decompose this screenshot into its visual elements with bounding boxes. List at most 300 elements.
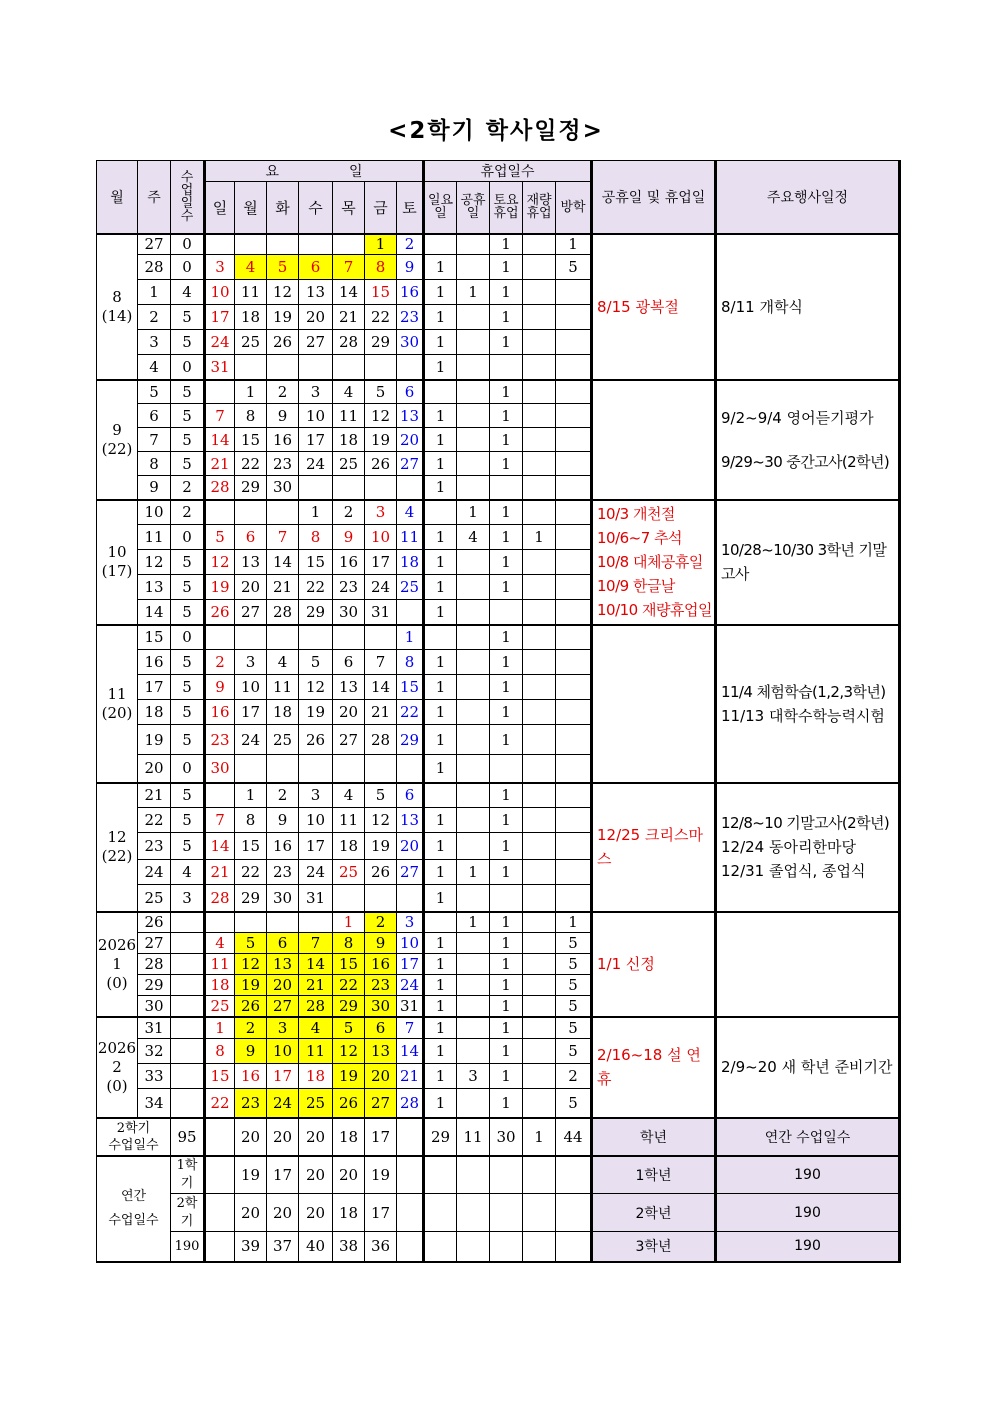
week-number: 30	[138, 996, 171, 1017]
school-days: 5	[171, 833, 205, 860]
day-cell: 9	[205, 675, 235, 700]
holiday-count: 1	[490, 725, 523, 755]
holidays-cell	[592, 500, 716, 625]
day-cell: 5	[267, 255, 299, 280]
day-cell: 27	[299, 330, 333, 355]
school-days	[171, 1039, 205, 1064]
day-cell: 12	[235, 954, 267, 975]
day-cell: 1	[205, 1017, 235, 1039]
holiday-count: 1	[424, 428, 457, 452]
day-cell: 7	[397, 1017, 424, 1039]
event-item: 9/29~30 중간고사(2학년)	[721, 452, 890, 471]
day-cell: 26	[333, 1089, 365, 1118]
holiday-count	[457, 996, 490, 1017]
school-days	[171, 975, 205, 996]
day-cell: 22	[235, 452, 267, 476]
holiday-count	[457, 675, 490, 700]
day-cell: 28	[333, 330, 365, 355]
month-cell	[97, 625, 138, 783]
holiday-count	[556, 500, 592, 525]
event-item: 8/11 개학식	[721, 297, 803, 316]
day-cell: 9	[267, 404, 299, 428]
holiday-count	[523, 783, 556, 808]
month-count: (17)	[101, 562, 133, 580]
day-cell: 29	[235, 885, 267, 912]
annual-day-total	[397, 1194, 424, 1232]
day-cell: 31	[365, 600, 397, 625]
holiday-count	[457, 575, 490, 600]
day-cell: 28	[397, 1089, 424, 1118]
holiday-item: 10/6~7 추석	[597, 529, 683, 547]
holiday-count	[457, 625, 490, 650]
holiday-count: 1	[424, 452, 457, 476]
school-days: 5	[171, 305, 205, 330]
week-number: 27	[138, 234, 171, 255]
day-cell	[267, 234, 299, 255]
month-count: (0)	[106, 1076, 128, 1095]
school-days: 0	[171, 234, 205, 255]
day-cell: 23	[235, 1089, 267, 1118]
day-cell: 23	[365, 975, 397, 996]
month-header: 월	[97, 161, 138, 234]
day-cell: 15	[365, 280, 397, 305]
holiday-count: 1	[490, 428, 523, 452]
holiday-count	[457, 808, 490, 833]
day-cell: 6	[267, 933, 299, 954]
holiday-count: 5	[556, 933, 592, 954]
day-cell: 7	[333, 255, 365, 280]
sem2-holiday-total: 29	[424, 1118, 457, 1156]
holiday-count	[556, 476, 592, 500]
day-cell	[299, 912, 333, 933]
month-year: 2026	[97, 935, 137, 954]
holiday-count: 1	[490, 675, 523, 700]
day-cell: 14	[205, 428, 235, 452]
day-cell: 6	[333, 650, 365, 675]
sem2-day-total: 20	[267, 1118, 299, 1156]
day-cell: 5	[365, 783, 397, 808]
holiday-count	[457, 725, 490, 755]
day-cell: 23	[397, 305, 424, 330]
day-cell: 8	[235, 404, 267, 428]
holiday-count	[424, 912, 457, 933]
day-cell	[205, 500, 235, 525]
week-number: 22	[138, 808, 171, 833]
day-cell: 12	[365, 404, 397, 428]
day-cell: 24	[205, 330, 235, 355]
day-cell: 24	[365, 575, 397, 600]
day-cell	[365, 625, 397, 650]
week-number: 16	[138, 650, 171, 675]
school-days: 5	[171, 650, 205, 675]
day-cell	[299, 476, 333, 500]
day-cell: 19	[235, 975, 267, 996]
annual-day-total	[205, 1156, 235, 1194]
day-cell: 15	[397, 675, 424, 700]
day-cell	[235, 500, 267, 525]
events-cell	[716, 912, 900, 1017]
annual-day-total: 20	[299, 1156, 333, 1194]
day-cell	[397, 885, 424, 912]
holidays-cell	[592, 783, 716, 912]
holiday-count	[523, 933, 556, 954]
day-cell: 26	[299, 725, 333, 755]
holiday-count	[523, 650, 556, 675]
holidays-cell	[592, 1017, 716, 1118]
day-cell: 21	[205, 860, 235, 885]
school-days: 5	[171, 380, 205, 404]
month-count: (22)	[101, 439, 133, 458]
week-number: 28	[138, 255, 171, 280]
annual-day-total: 17	[365, 1194, 397, 1232]
annual-blank	[490, 1232, 523, 1262]
day-cell: 17	[267, 1064, 299, 1089]
holiday-count: 1	[490, 650, 523, 675]
weekday-header-2: 화	[267, 182, 299, 234]
holiday-count: 1	[490, 1089, 523, 1118]
week-number: 21	[138, 783, 171, 808]
week-number: 10	[138, 500, 171, 525]
holiday-count: 1	[490, 550, 523, 575]
day-cell: 6	[397, 380, 424, 404]
day-cell: 29	[397, 725, 424, 755]
day-cell: 27	[397, 860, 424, 885]
holiday-count	[523, 234, 556, 255]
holiday-count: 1	[457, 280, 490, 305]
holiday-count	[523, 1039, 556, 1064]
events-cell	[716, 380, 900, 500]
day-cell: 31	[397, 996, 424, 1017]
day-cell: 9	[333, 525, 365, 550]
holidays-header: 공휴일 및 휴업일	[592, 161, 716, 234]
day-cell: 20	[365, 1064, 397, 1089]
school-days	[171, 1017, 205, 1039]
week-number: 2	[138, 305, 171, 330]
school-days	[171, 912, 205, 933]
month-label: 9	[112, 420, 122, 439]
day-cell: 22	[333, 975, 365, 996]
school-days: 5	[171, 783, 205, 808]
day-cell: 12	[333, 1039, 365, 1064]
holiday-count: 1	[424, 1039, 457, 1064]
holiday-count: 1	[490, 783, 523, 808]
holiday-count: 1	[490, 234, 523, 255]
day-cell: 16	[333, 550, 365, 575]
sem2-holiday-total: 11	[457, 1118, 490, 1156]
sem2-total: 95	[171, 1118, 205, 1156]
day-cell: 25	[299, 1089, 333, 1118]
weekday-header-0: 일	[205, 182, 235, 234]
day-cell: 11	[235, 280, 267, 305]
day-cell: 4	[333, 380, 365, 404]
day-cell: 6	[397, 783, 424, 808]
annual-day-total: 36	[365, 1232, 397, 1262]
holiday-count	[556, 428, 592, 452]
annual-day-total	[205, 1194, 235, 1232]
holiday-count	[424, 783, 457, 808]
holiday-count	[457, 700, 490, 725]
month-cell	[97, 500, 138, 625]
holiday-count: 1	[490, 255, 523, 280]
month-cell	[97, 783, 138, 912]
day-cell: 16	[365, 954, 397, 975]
day-cell: 2	[205, 650, 235, 675]
week-number: 34	[138, 1089, 171, 1118]
holiday-count: 1	[424, 954, 457, 975]
holidays-cell	[592, 380, 716, 500]
day-cell: 10	[267, 1039, 299, 1064]
holiday-count	[556, 280, 592, 305]
holiday-count	[556, 808, 592, 833]
weekday-header-5: 금	[365, 182, 397, 234]
day-cell: 30	[397, 330, 424, 355]
day-cell: 4	[205, 933, 235, 954]
week-number: 23	[138, 833, 171, 860]
page-title: <2학기 학사일정>	[388, 118, 604, 144]
day-cell: 26	[205, 600, 235, 625]
week-number: 20	[138, 755, 171, 783]
holiday-count: 1	[490, 305, 523, 330]
sem2-label	[97, 1118, 171, 1156]
weekday-header-3: 수	[299, 182, 333, 234]
day-cell	[333, 355, 365, 380]
week-number: 27	[138, 933, 171, 954]
events-cell	[716, 500, 900, 625]
sem2-day-total: 20	[235, 1118, 267, 1156]
annual-term-a: 1학	[176, 1157, 198, 1173]
week-number: 19	[138, 725, 171, 755]
day-cell: 21	[333, 305, 365, 330]
week-number: 4	[138, 355, 171, 380]
annual-day-total: 20	[333, 1156, 365, 1194]
day-cell	[397, 755, 424, 783]
day-cell: 22	[365, 305, 397, 330]
holiday-count: 1	[556, 234, 592, 255]
holiday-count	[556, 625, 592, 650]
day-cell: 1	[333, 912, 365, 933]
holiday-count	[457, 975, 490, 996]
day-cell: 5	[333, 1017, 365, 1039]
holiday-count: 1	[424, 1017, 457, 1039]
day-cell	[235, 755, 267, 783]
sem2-label-b: 수업일수	[108, 1137, 159, 1153]
holiday-count: 1	[490, 860, 523, 885]
sem2-holiday-total: 44	[556, 1118, 592, 1156]
day-cell: 8	[299, 525, 333, 550]
holiday-col-header-1: 공휴일	[457, 182, 490, 234]
week-number: 3	[138, 330, 171, 355]
day-cell	[267, 755, 299, 783]
holiday-count	[457, 550, 490, 575]
month-label: 2	[112, 1057, 122, 1076]
day-cell: 24	[299, 452, 333, 476]
day-cell: 24	[397, 975, 424, 996]
holiday-count	[556, 755, 592, 783]
school-days: 2	[171, 500, 205, 525]
annual-day-total: 40	[299, 1232, 333, 1262]
day-cell: 8	[205, 1039, 235, 1064]
day-cell	[299, 755, 333, 783]
day-cell: 2	[397, 234, 424, 255]
week-number: 9	[138, 476, 171, 500]
holiday-count	[523, 725, 556, 755]
school-days: 2	[171, 476, 205, 500]
school-days: 5	[171, 808, 205, 833]
day-cell: 28	[365, 725, 397, 755]
event-item: 12/31 졸업식, 종업식	[721, 862, 866, 880]
day-cell: 28	[299, 996, 333, 1017]
day-cell: 17	[299, 428, 333, 452]
holiday-count	[523, 860, 556, 885]
annual-day-total: 19	[365, 1156, 397, 1194]
day-cell: 19	[267, 305, 299, 330]
annual-blank	[523, 1232, 556, 1262]
school-days	[171, 954, 205, 975]
day-cell: 20	[235, 575, 267, 600]
day-cell: 31	[299, 885, 333, 912]
holiday-count	[523, 575, 556, 600]
holiday-count: 1	[457, 912, 490, 933]
holiday-count	[523, 305, 556, 330]
day-cell: 23	[267, 860, 299, 885]
day-cell: 20	[267, 975, 299, 996]
holiday-count	[556, 452, 592, 476]
day-cell: 31	[205, 355, 235, 380]
day-cell: 14	[299, 954, 333, 975]
holiday-count	[523, 954, 556, 975]
event-item: 10/28~10/30 3학년 기말고사	[721, 541, 887, 583]
holiday-count: 1	[424, 700, 457, 725]
day-cell	[299, 234, 333, 255]
annual-day-total: 38	[333, 1232, 365, 1262]
school-days: 5	[171, 330, 205, 355]
annual-blank	[457, 1194, 490, 1232]
week-header: 주	[138, 161, 171, 234]
holiday-count	[556, 550, 592, 575]
week-number: 28	[138, 954, 171, 975]
day-cell: 29	[365, 330, 397, 355]
day-cell: 11	[267, 675, 299, 700]
day-cell: 17	[397, 954, 424, 975]
school-days: 0	[171, 625, 205, 650]
day-cell: 10	[235, 675, 267, 700]
week-number: 13	[138, 575, 171, 600]
day-cell: 16	[205, 700, 235, 725]
day-cell: 1	[235, 380, 267, 404]
annual-blank	[457, 1232, 490, 1262]
day-cell	[397, 600, 424, 625]
school-days: 5	[171, 404, 205, 428]
day-cell: 18	[299, 1064, 333, 1089]
day-cell	[267, 500, 299, 525]
day-cell: 27	[235, 600, 267, 625]
day-cell: 19	[333, 1064, 365, 1089]
day-cell: 25	[333, 452, 365, 476]
day-cell: 1	[235, 783, 267, 808]
day-cell: 1	[397, 625, 424, 650]
day-cell: 16	[267, 833, 299, 860]
holiday-count	[523, 600, 556, 625]
holiday-count: 1	[424, 255, 457, 280]
annual-day-total: 39	[235, 1232, 267, 1262]
holiday-count	[457, 305, 490, 330]
holiday-count	[457, 885, 490, 912]
holiday-count: 1	[490, 404, 523, 428]
annual-label-b: 수업일수	[108, 1212, 159, 1228]
day-cell: 17	[205, 305, 235, 330]
week-number: 7	[138, 428, 171, 452]
day-cell: 7	[299, 933, 333, 954]
day-cell: 24	[299, 860, 333, 885]
day-cell: 30	[365, 996, 397, 1017]
holiday-col-header-2: 토요휴업	[490, 182, 523, 234]
holiday-count: 5	[556, 1017, 592, 1039]
day-cell: 14	[333, 280, 365, 305]
day-cell	[299, 355, 333, 380]
annual-label-a: 연간	[120, 1188, 147, 1204]
day-cell: 11	[397, 525, 424, 550]
day-cell: 20	[397, 428, 424, 452]
day-cell: 15	[235, 428, 267, 452]
holidays-cell	[592, 912, 716, 1017]
holiday-count: 1	[424, 1089, 457, 1118]
day-cell: 30	[333, 600, 365, 625]
holiday-count	[490, 885, 523, 912]
grade-header: 학년	[592, 1118, 716, 1156]
day-cell: 4	[267, 650, 299, 675]
day-cell: 12	[267, 280, 299, 305]
annual-blank	[490, 1194, 523, 1232]
event-item: 11/4 체험학습(1,2,3학년)	[721, 682, 886, 701]
annual-total: 190	[174, 1238, 200, 1254]
day-cell: 25	[205, 996, 235, 1017]
day-cell: 8	[365, 255, 397, 280]
event-item: 9/2~9/4 영어듣기평가	[721, 408, 874, 427]
week-number: 14	[138, 600, 171, 625]
day-cell: 6	[235, 525, 267, 550]
holiday-count	[556, 575, 592, 600]
month-cell	[97, 912, 138, 1017]
holiday-count	[556, 885, 592, 912]
day-cell: 21	[397, 1064, 424, 1089]
day-cell: 17	[299, 833, 333, 860]
school-days: 4	[171, 860, 205, 885]
holiday-count: 1	[490, 280, 523, 305]
school-days	[171, 1089, 205, 1118]
day-cell: 15	[333, 954, 365, 975]
day-cell: 5	[235, 933, 267, 954]
holiday-count: 1	[424, 1064, 457, 1089]
holiday-count	[457, 650, 490, 675]
annual-blank	[457, 1156, 490, 1194]
day-cell: 28	[205, 476, 235, 500]
school-days: 5	[171, 428, 205, 452]
day-cell: 18	[267, 700, 299, 725]
weekday-header-4: 목	[333, 182, 365, 234]
holiday-count	[523, 1089, 556, 1118]
holiday-count	[523, 428, 556, 452]
annual-day-total: 19	[235, 1156, 267, 1194]
holiday-count	[457, 380, 490, 404]
day-cell: 3	[397, 912, 424, 933]
schedule-table	[96, 160, 901, 1263]
day-cell	[365, 885, 397, 912]
day-cell: 18	[205, 975, 235, 996]
school-days: 5	[171, 575, 205, 600]
holiday-count	[556, 404, 592, 428]
holiday-count: 1	[490, 575, 523, 600]
day-cell: 2	[365, 912, 397, 933]
